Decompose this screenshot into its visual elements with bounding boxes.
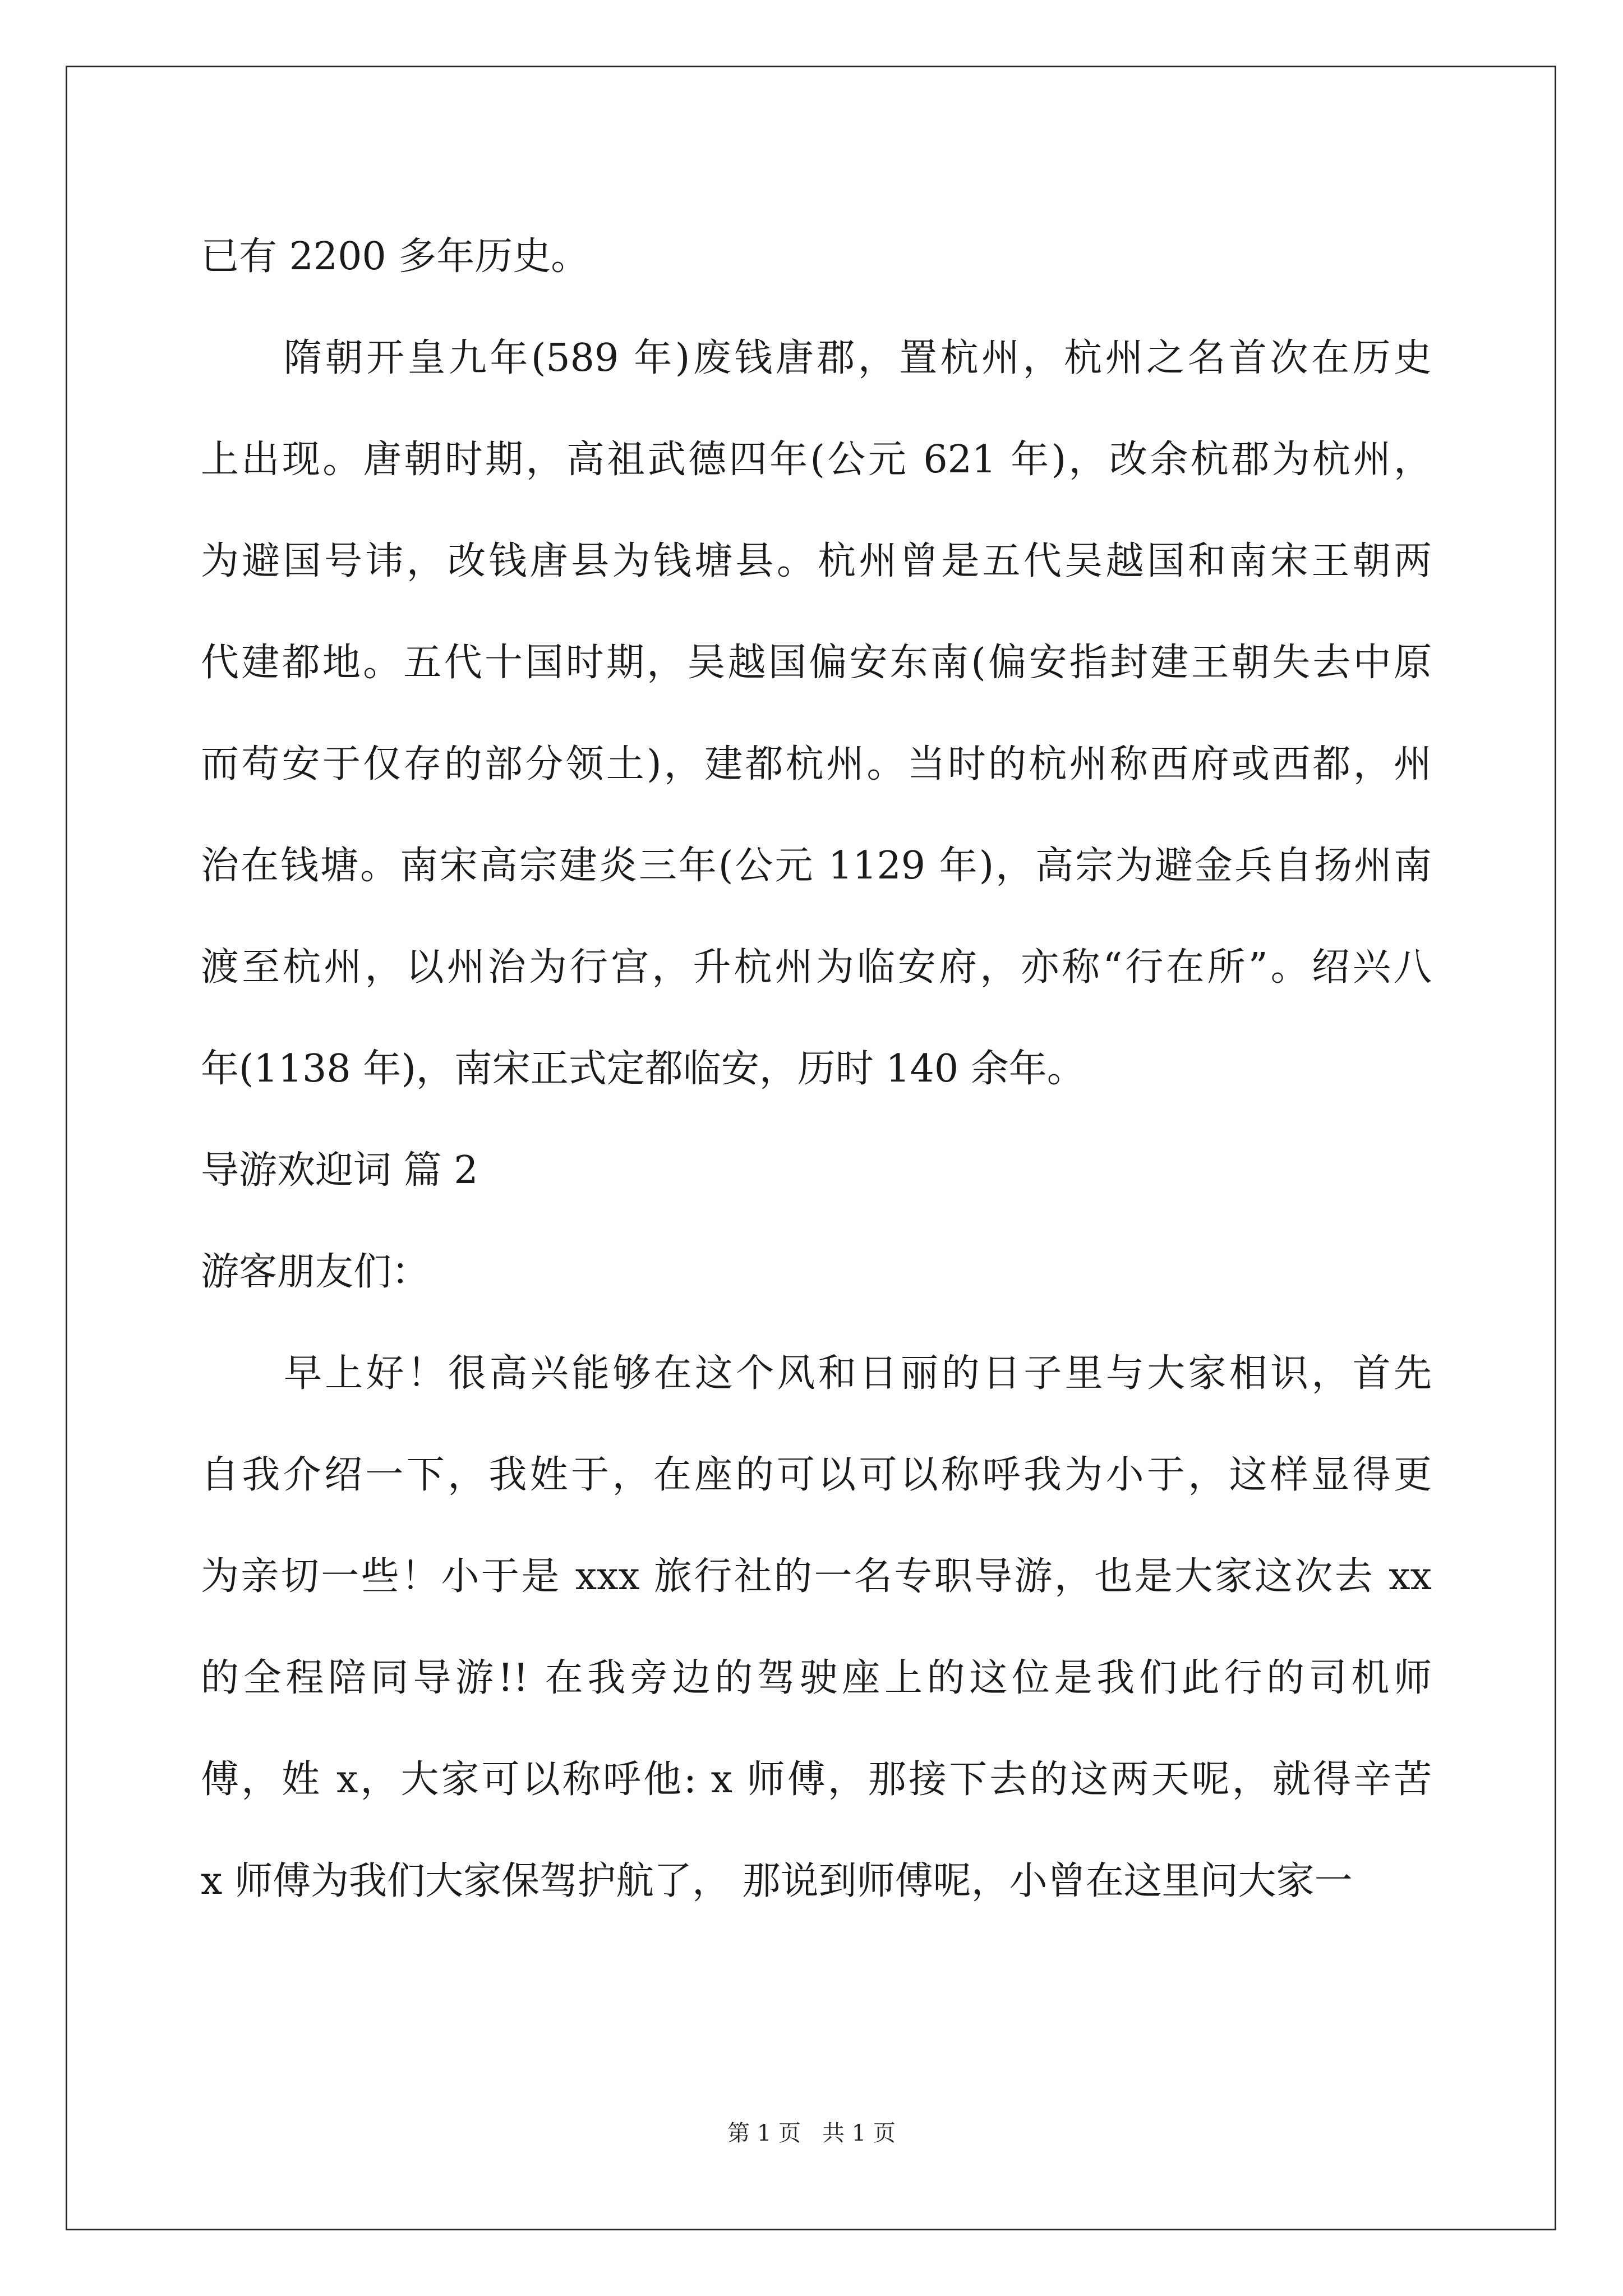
- page-number: 第 1 页: [727, 2120, 801, 2146]
- paragraph-line: 治在钱塘。南宋高宗建炎三年(公元 1129 年)，高宗为避金兵自扬州南: [201, 844, 1432, 888]
- section-heading: 导游欢迎词 篇 2: [201, 1148, 478, 1193]
- greeting-line: 游客朋友们：: [201, 1250, 430, 1294]
- paragraph-line: 自我介绍一下，我姓于，在座的可以可以称呼我为小于，这样显得更: [201, 1453, 1432, 1497]
- paragraph-line: 上出现。唐朝时期，高祖武德四年(公元 621 年)，改余杭郡为杭州，: [201, 438, 1432, 482]
- page-footer: [0, 2119, 1623, 2147]
- paragraph-line: 而苟安于仅存的部分领土)，建都杭州。当时的杭州称西府或西都，州: [201, 742, 1432, 786]
- document-body: [201, 206, 1432, 1932]
- paragraph-line: 代建都地。五代十国时期，吴越国偏安东南(偏安指封建王朝失去中原: [201, 641, 1432, 685]
- page-total: 共 1 页: [822, 2120, 896, 2146]
- paragraph-line: 傅，姓 x，大家可以称呼他: x 师傅，那接下去的这两天呢，就得辛苦: [201, 1757, 1432, 1802]
- paragraph-line: 已有 2200 多年历史。: [201, 234, 589, 279]
- paragraph-line: 年(1138 年)，南宋正式定都临安，历时 140 余年。: [201, 1047, 1085, 1091]
- paragraph-line: 为避国号讳，改钱唐县为钱塘县。杭州曾是五代吴越国和南宋王朝两: [201, 539, 1432, 583]
- paragraph-line: 隋朝开皇九年(589 年)废钱唐郡，置杭州，杭州之名首次在历史: [284, 336, 1432, 380]
- paragraph-line: 早上好！很高兴能够在这个风和日丽的日子里与大家相识，首先: [284, 1351, 1432, 1396]
- paragraph-line: 的全程陪同导游!! 在我旁边的驾驶座上的这位是我们此行的司机师: [201, 1656, 1432, 1700]
- paragraph-line: x 师傅为我们大家保驾护航了， 那说到师傅呢，小曾在这里问大家一: [201, 1859, 1353, 1903]
- paragraph-line: 为亲切一些！小于是 xxx 旅行社的一名专职导游，也是大家这次去 xx: [201, 1554, 1432, 1599]
- paragraph-line: 渡至杭州，以州治为行宫，升杭州为临安府，亦称“行在所”。绍兴八: [201, 945, 1432, 990]
